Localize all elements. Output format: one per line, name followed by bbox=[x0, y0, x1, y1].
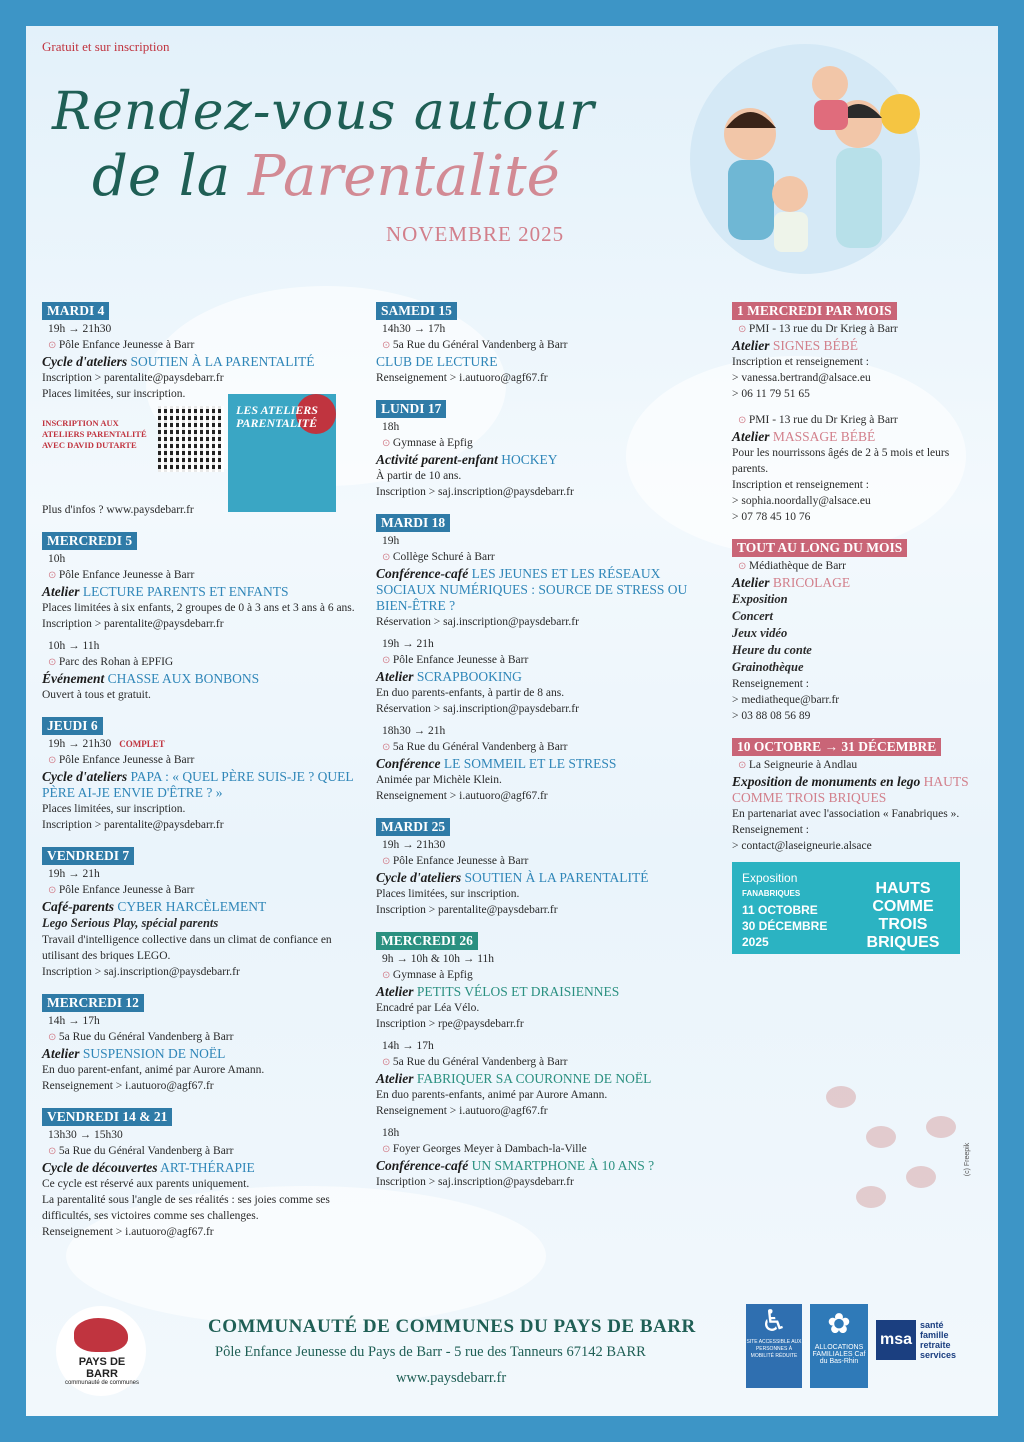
decor-dot bbox=[856, 1186, 886, 1208]
event-line: Animée par Michèle Klein. bbox=[376, 774, 502, 786]
day-label: LUNDI 17 bbox=[376, 400, 446, 418]
event-activity: Atelier BRICOLAGE bbox=[732, 575, 851, 590]
column-1 bbox=[42, 302, 362, 1254]
event-item: Grainothèque bbox=[732, 660, 804, 674]
event-location: ⊙ Pôle Enfance Jeunesse à Barr bbox=[376, 652, 696, 669]
column-3 bbox=[732, 302, 976, 968]
expo-title: HAUTS COMME TROIS BRIQUES bbox=[866, 880, 940, 951]
event-line: > 07 78 45 10 76 bbox=[732, 511, 811, 523]
event-line: > 03 88 08 56 89 bbox=[732, 710, 811, 722]
event-mardi-18 bbox=[376, 514, 696, 804]
event-time: 19h → 21h30 bbox=[382, 839, 446, 851]
event-location: ⊙ Gymnase à Epfig bbox=[376, 435, 696, 452]
event-line: > contact@laseigneurie.alsace bbox=[732, 840, 872, 852]
event-line: Inscription > parentalite@paysdebarr.fr bbox=[42, 372, 224, 384]
website-link[interactable]: www.paysdebarr.fr bbox=[396, 1370, 507, 1386]
day-label: MARDI 18 bbox=[376, 514, 450, 532]
event-item: Heure du conte bbox=[732, 643, 812, 657]
footer bbox=[26, 1294, 998, 1416]
credit: (c) Freepik bbox=[963, 1142, 971, 1177]
event-mardi-25 bbox=[376, 818, 696, 918]
event-mercredi-12 bbox=[42, 994, 362, 1094]
event-line: Encadré par Léa Vélo. bbox=[376, 1002, 480, 1014]
event-location: ⊙ Pôle Enfance Jeunesse à Barr bbox=[376, 853, 696, 870]
event-activity: Conférence LE SOMMEIL ET LE STRESS bbox=[376, 756, 617, 771]
event-line: Renseignement : bbox=[732, 678, 809, 690]
event-line: Renseignement > i.autuoro@agf67.fr bbox=[42, 1080, 214, 1092]
expo-banner bbox=[732, 862, 960, 954]
day-label: MERCREDI 26 bbox=[376, 932, 478, 950]
day-label: VENDREDI 7 bbox=[42, 847, 134, 865]
flyer-title: LES ATELIERS PARENTALITÉ bbox=[236, 403, 318, 430]
event-exposition bbox=[732, 738, 976, 954]
event-location: ⊙ Pôle Enfance Jeunesse à Barr bbox=[42, 337, 362, 354]
event-tout-le-mois bbox=[732, 539, 976, 724]
event-line: Renseignement : bbox=[732, 824, 809, 836]
day-label: JEUDI 6 bbox=[42, 717, 103, 735]
event-line: > vanessa.bertrand@alsace.eu bbox=[732, 372, 871, 384]
event-location: ⊙ 5a Rue du Général Vandenberg à Barr bbox=[376, 337, 696, 354]
event-line: > 06 11 79 51 65 bbox=[732, 388, 810, 400]
event-line: Réservation > saj.inscription@paysdebarr.fr bbox=[376, 703, 579, 715]
event-line: Inscription et renseignement : bbox=[732, 479, 870, 491]
decor-dot bbox=[906, 1166, 936, 1188]
event-mardi-4 bbox=[42, 302, 362, 518]
event-samedi-15 bbox=[376, 302, 696, 386]
event-activity: Conférence-café LES JEUNES ET LES RÉSEAUX SOCIAUX NUMÉRIQUES : SOURCE DE STRESS OU BIEN-ÊTRE ? bbox=[376, 566, 688, 613]
poster bbox=[26, 26, 998, 1416]
complet-badge: COMPLET bbox=[119, 739, 165, 749]
event-time: 18h bbox=[382, 1127, 400, 1139]
event-line: À partir de 10 ans. bbox=[376, 470, 462, 482]
event-jeudi-6 bbox=[42, 717, 362, 833]
event-line: Places limitées, sur inscription. bbox=[42, 388, 186, 400]
qr-code-icon[interactable] bbox=[158, 406, 224, 472]
event-time: 19h → 21h30 COMPLET bbox=[48, 738, 165, 750]
qr-block bbox=[42, 403, 362, 502]
event-location: ⊙ Médiathèque de Barr bbox=[732, 558, 976, 575]
event-time: 10h bbox=[48, 553, 66, 565]
event-line: Ce cycle est réservé aux parents uniquement. bbox=[42, 1178, 250, 1190]
day-label: SAMEDI 15 bbox=[376, 302, 457, 320]
event-line: > mediatheque@barr.fr bbox=[732, 694, 840, 706]
event-mercredi-26 bbox=[376, 932, 696, 1190]
msa-logo: msasanté famille retraite services bbox=[876, 1320, 976, 1370]
event-time: 19h bbox=[382, 535, 400, 547]
event-line: Pour les nourrissons âgés de 2 à 5 mois et leurs parents. bbox=[732, 447, 950, 475]
event-location: ⊙ La Seigneurie à Andlau bbox=[732, 757, 976, 774]
event-location: ⊙ Pôle Enfance Jeunesse à Barr bbox=[42, 882, 362, 899]
event-location: ⊙ 5a Rue du Général Vandenberg à Barr bbox=[376, 739, 696, 756]
event-line: En duo parents-enfants, à partir de 8 ans. bbox=[376, 687, 565, 699]
event-mercredi-par-mois bbox=[732, 302, 976, 525]
event-line: Renseignement > i.autuoro@agf67.fr bbox=[376, 1105, 548, 1117]
event-time: 18h bbox=[382, 421, 400, 433]
more-info-link[interactable]: Plus d'infos ? www.paysdebarr.fr bbox=[42, 504, 194, 516]
event-time: 14h30 → 17h bbox=[382, 323, 446, 335]
pays-de-barr-logo bbox=[56, 1306, 146, 1396]
event-line: En duo parent-enfant, animé par Aurore Amann. bbox=[42, 1064, 265, 1076]
event-activity: Café-parents CYBER HARCÈLEMENT bbox=[42, 899, 267, 914]
event-time: 14h → 17h bbox=[48, 1015, 100, 1027]
event-line: En duo parents-enfants, animé par Aurore Amann. bbox=[376, 1089, 608, 1101]
column-2 bbox=[376, 302, 696, 1204]
day-label: VENDREDI 14 & 21 bbox=[42, 1108, 172, 1126]
event-line: Inscription > parentalite@paysdebarr.fr bbox=[42, 819, 224, 831]
top-note: Gratuit et sur inscription bbox=[42, 39, 170, 54]
event-line: Inscription > parentalite@paysdebarr.fr bbox=[42, 618, 224, 630]
event-line: Renseignement > i.autuoro@agf67.fr bbox=[42, 1226, 214, 1238]
event-location: ⊙ Collège Schuré à Barr bbox=[376, 549, 696, 566]
day-label: MERCREDI 12 bbox=[42, 994, 144, 1012]
event-activity: Atelier SUSPENSION DE NOËL bbox=[42, 1046, 226, 1061]
event-activity: Événement CHASSE AUX BONBONS bbox=[42, 671, 260, 686]
event-line: Travail d'intelligence collective dans un climat de confiance en utilisant des briques LEGO. bbox=[42, 934, 332, 962]
event-activity: Cycle d'ateliers PAPA : « QUEL PÈRE SUIS-JE ? QUEL PÈRE AI-JE ENVIE D'ÊTRE ? » bbox=[42, 769, 354, 800]
day-label: TOUT AU LONG DU MOIS bbox=[732, 539, 907, 557]
day-label: 10 OCTOBRE → 31 DÉCEMBRE bbox=[732, 738, 941, 756]
event-line: > sophia.noordally@alsace.eu bbox=[732, 495, 871, 507]
event-line: Inscription > rpe@paysdebarr.fr bbox=[376, 1018, 524, 1030]
event-activity: Conférence-café UN SMARTPHONE À 10 ANS ? bbox=[376, 1158, 655, 1173]
event-activity: Cycle d'ateliers SOUTIEN À LA PARENTALITÉ bbox=[376, 870, 649, 885]
event-activity: Atelier MASSAGE BÉBÉ bbox=[732, 429, 876, 444]
event-time: 19h → 21h bbox=[382, 638, 434, 650]
event-line: Inscription > saj.inscription@paysdebarr.fr bbox=[376, 486, 574, 498]
event-activity: CLUB DE LECTURE bbox=[376, 354, 498, 369]
bear-icon bbox=[74, 1318, 128, 1352]
caf-logo: ✿ ALLOCATIONS FAMILIALES Caf du Bas-Rhin bbox=[810, 1304, 868, 1388]
month-label: NOVEMBRE 2025 bbox=[386, 222, 565, 246]
event-vendredi-7 bbox=[42, 847, 362, 980]
accessibility-icon: ♿ SITE ACCESSIBLE AUX PERSONNES À MOBILITÉ RÉDUITE bbox=[746, 1304, 802, 1388]
org-name: COMMUNAUTÉ DE COMMUNES DU PAYS DE BARR bbox=[208, 1316, 696, 1337]
event-line: Inscription et renseignement : bbox=[732, 356, 870, 368]
title-line2: de la Parentalité bbox=[92, 144, 560, 209]
event-location: ⊙ PMI - 13 rue du Dr Krieg à Barr bbox=[732, 412, 976, 429]
msa-icon: msa bbox=[876, 1320, 916, 1360]
org-address: Pôle Enfance Jeunesse du Pays de Barr - 5 rue des Tanneurs 67142 BARR bbox=[215, 1344, 646, 1360]
event-location: ⊙ 5a Rue du Général Vandenberg à Barr bbox=[376, 1054, 696, 1071]
event-location: ⊙ 5a Rue du Général Vandenberg à Barr bbox=[42, 1029, 362, 1046]
event-activity: Atelier PETITS VÉLOS ET DRAISIENNES bbox=[376, 984, 620, 999]
event-time: 10h → 11h bbox=[48, 640, 100, 652]
event-location: ⊙ Foyer Georges Meyer à Dambach-la-Ville bbox=[376, 1141, 696, 1158]
day-label: MERCREDI 5 bbox=[42, 532, 137, 550]
event-activity: Atelier SCRAPBOOKING bbox=[376, 669, 522, 684]
event-activity: Atelier SIGNES BÉBÉ bbox=[732, 338, 859, 353]
event-time: 18h30 → 21h bbox=[382, 725, 446, 737]
event-activity: Atelier LECTURE PARENTS ET ENFANTS bbox=[42, 584, 289, 599]
expo-dates: Exposition FANABRIQUES 11 OCTOBRE 30 DÉCEMBRE 2025 bbox=[742, 871, 828, 949]
event-location: ⊙ 5a Rue du Général Vandenberg à Barr bbox=[42, 1143, 362, 1160]
event-line: Ouvert à tous et gratuit. bbox=[42, 689, 151, 701]
event-item: Jeux vidéo bbox=[732, 626, 788, 640]
decor-dot bbox=[926, 1116, 956, 1138]
event-subtitle: Lego Serious Play, spécial parents bbox=[42, 916, 219, 930]
day-label: 1 MERCREDI PAR MOIS bbox=[732, 302, 897, 320]
event-time: 14h → 17h bbox=[382, 1040, 434, 1052]
event-location: ⊙ Gymnase à Epfig bbox=[376, 967, 696, 984]
event-line: Inscription > saj.inscription@paysdebarr.fr bbox=[42, 966, 240, 978]
event-activity: Activité parent-enfant HOCKEY bbox=[376, 452, 558, 467]
title-line1: Rendez-vous autour bbox=[52, 82, 595, 142]
decor-dot bbox=[826, 1086, 856, 1108]
event-location: ⊙ Pôle Enfance Jeunesse à Barr bbox=[42, 752, 362, 769]
event-line: Renseignement > i.autuoro@agf67.fr bbox=[376, 372, 548, 384]
day-label: MARDI 25 bbox=[376, 818, 450, 836]
event-activity: Cycle d'ateliers SOUTIEN À LA PARENTALITÉ bbox=[42, 354, 315, 369]
event-line: Renseignement > i.autuoro@agf67.fr bbox=[376, 790, 548, 802]
event-activity: Atelier FABRIQUER SA COURONNE DE NOËL bbox=[376, 1071, 652, 1086]
event-item: Exposition bbox=[732, 592, 788, 606]
event-line: Inscription > parentalite@paysdebarr.fr bbox=[376, 904, 558, 916]
event-time: 13h30 → 15h30 bbox=[48, 1129, 123, 1141]
event-location: ⊙ Pôle Enfance Jeunesse à Barr bbox=[42, 567, 362, 584]
day-label: MARDI 4 bbox=[42, 302, 109, 320]
event-location: ⊙ Parc des Rohan à EPFIG bbox=[42, 654, 362, 671]
event-line: Places limitées à six enfants, 2 groupes de 0 à 3 ans et 3 ans à 6 ans. bbox=[42, 602, 355, 614]
event-time: 19h → 21h30 bbox=[48, 323, 112, 335]
family-illustration bbox=[690, 44, 920, 274]
event-line: La parentalité sous l'angle de ses réalités : ses joies comme ses difficultés, ses victoires comme ses challenges. bbox=[42, 1194, 330, 1222]
event-time: 19h → 21h bbox=[48, 868, 100, 880]
event-mercredi-5 bbox=[42, 532, 362, 703]
event-line: Inscription > saj.inscription@paysdebarr.fr bbox=[376, 1176, 574, 1188]
event-line: Places limitées, sur inscription. bbox=[42, 803, 186, 815]
flyer-image bbox=[228, 394, 336, 512]
event-time: 9h → 10h & 10h → 11h bbox=[382, 953, 495, 965]
qr-label: INSCRIPTION AUX ATELIERS PARENTALITÉ AVEC DAVID DUTARTE bbox=[42, 418, 147, 450]
decor-dot bbox=[866, 1126, 896, 1148]
family-icon bbox=[690, 44, 920, 274]
logo-text: PAYS DE BARR communauté de communes bbox=[64, 1356, 140, 1386]
event-line: En partenariat avec l'association « Fanabriques ». bbox=[732, 808, 960, 820]
event-line: Réservation > saj.inscription@paysdebarr.fr bbox=[376, 616, 579, 628]
event-line: Places limitées, sur inscription. bbox=[376, 888, 520, 900]
event-item: Concert bbox=[732, 609, 773, 623]
event-vendredi-14-21 bbox=[42, 1108, 362, 1240]
event-location: ⊙ PMI - 13 rue du Dr Krieg à Barr bbox=[732, 321, 976, 338]
event-activity: Exposition de monuments en lego HAUTS COMME TROIS BRIQUES bbox=[732, 774, 969, 805]
event-activity: Cycle de découvertes ART-THÉRAPIE bbox=[42, 1160, 255, 1175]
event-lundi-17 bbox=[376, 400, 696, 500]
